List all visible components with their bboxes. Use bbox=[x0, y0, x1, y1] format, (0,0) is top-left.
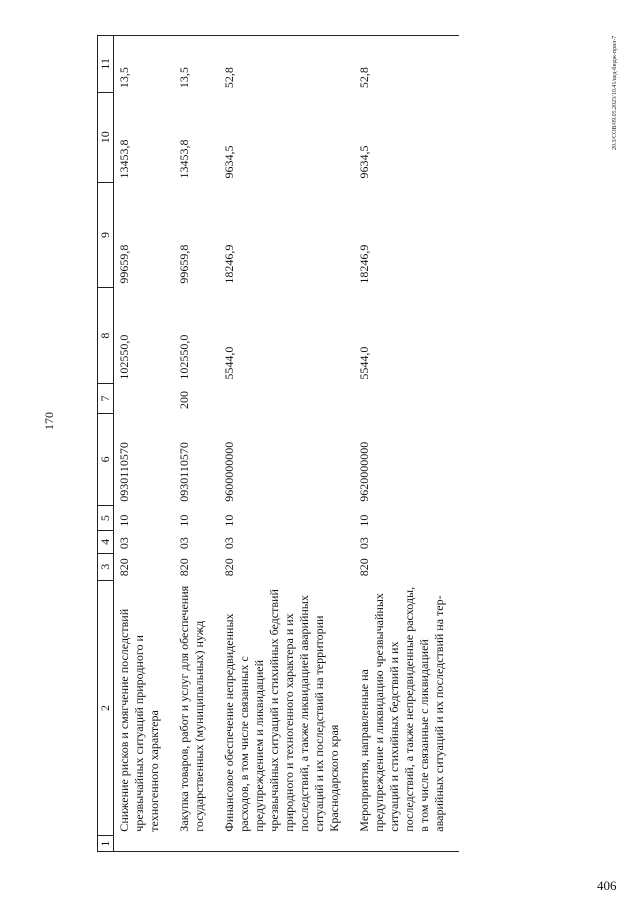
expense-type-code bbox=[354, 384, 459, 413]
header-row bbox=[98, 36, 114, 852]
budget-table bbox=[97, 35, 459, 852]
target-article-code: 9620000000 bbox=[357, 441, 371, 502]
expense-type-code bbox=[114, 384, 175, 413]
table-row bbox=[114, 36, 175, 852]
row-number bbox=[354, 836, 459, 852]
header-col-5: 5 bbox=[98, 506, 114, 531]
page-number-top: 170 bbox=[42, 412, 56, 430]
amount-col-10: 9634,5 bbox=[222, 145, 236, 179]
row-description: Закупка товаров, работ и услуг для обеспечения государственных (муниципальных) нужд bbox=[177, 585, 206, 832]
subsection-code: 10 bbox=[117, 514, 131, 527]
table-row bbox=[174, 36, 219, 852]
header-col-8: 8 bbox=[98, 288, 114, 384]
amount-col-10: 9634,5 bbox=[357, 145, 371, 179]
amount-col-9: 18246,9 bbox=[222, 244, 236, 284]
ministry-code: 820 bbox=[357, 558, 371, 577]
header-col-6: 6 bbox=[98, 413, 114, 506]
subsection-code: 10 bbox=[222, 514, 236, 527]
subsection-code: 10 bbox=[177, 514, 191, 527]
ministry-code: 820 bbox=[177, 558, 191, 577]
section-code: 03 bbox=[222, 537, 236, 550]
row-number bbox=[114, 836, 175, 852]
percent-col-11: 13,5 bbox=[114, 36, 175, 93]
expense-type-code: 200 bbox=[177, 391, 191, 410]
table-row bbox=[219, 36, 354, 852]
amount-col-9: 18246,9 bbox=[357, 244, 371, 284]
budget-table-container bbox=[97, 35, 597, 852]
section-code: 03 bbox=[177, 537, 191, 550]
header-col-1: 1 bbox=[98, 836, 114, 852]
header-col-10: 10 bbox=[98, 92, 114, 182]
row-number bbox=[219, 836, 354, 852]
amount-col-9: 99659,8 bbox=[177, 244, 191, 284]
percent-col-11: 52,8 bbox=[354, 36, 459, 93]
percent-col-11: 13,5 bbox=[174, 36, 219, 93]
header-col-3: 3 bbox=[98, 553, 114, 580]
header-col-11: 11 bbox=[98, 36, 114, 93]
amount-col-8: 5544,0 bbox=[357, 346, 371, 380]
header-col-4: 4 bbox=[98, 531, 114, 554]
amount-col-8: 102550,0 bbox=[177, 334, 191, 380]
row-number bbox=[174, 836, 219, 852]
row-description: Мероприятия, направленные на предупреждение и ликвидацию чрезвычайных ситуаций и стихийных бедствий и их последствий, а также непредвиденные расходы, в том числе связанные с ликвидацией аварийных ситуаций и их последствий на тер- bbox=[357, 586, 446, 832]
target-article-code: 0930110570 bbox=[177, 442, 191, 502]
header-col-7: 7 bbox=[98, 384, 114, 413]
subsection-code: 10 bbox=[357, 514, 371, 527]
header-col-2: 2 bbox=[98, 580, 114, 835]
amount-col-8: 102550,0 bbox=[117, 334, 131, 380]
section-code: 03 bbox=[357, 537, 371, 550]
percent-col-11: 52,8 bbox=[219, 36, 354, 93]
expense-type-code bbox=[219, 384, 354, 413]
ministry-code: 820 bbox=[222, 558, 236, 577]
header-col-9: 9 bbox=[98, 183, 114, 288]
amount-col-10: 13453,8 bbox=[117, 139, 131, 179]
amount-col-9: 99659,8 bbox=[117, 244, 131, 284]
section-code: 03 bbox=[117, 537, 131, 550]
document-stamp: 20.3/СОВ/09.05.2023/10.41/вед-бюдж-прил-7 bbox=[612, 35, 618, 150]
ministry-code: 820 bbox=[117, 558, 131, 577]
target-article-code: 9600000000 bbox=[222, 441, 236, 502]
page-number-bottom: 406 bbox=[597, 878, 617, 893]
amount-col-10: 13453,8 bbox=[177, 139, 191, 179]
target-article-code: 0930110570 bbox=[117, 442, 131, 502]
table-row bbox=[354, 36, 459, 852]
row-description: Финансовое обеспечение непредвиденных расходов, в том числе связанных с предупреждением и ликвидацией чрезвычайных ситуаций и стихийных бедствий природного и техногенного характера и их последствий, а также ликвидацией аварийных ситуаций и их последствий на территории Краснодарского края bbox=[222, 589, 341, 832]
row-description: Снижение рисков и смягчение последствий чрезвычайных ситуаций природного и техногенного характера bbox=[117, 608, 161, 832]
amount-col-8: 5544,0 bbox=[222, 346, 236, 380]
